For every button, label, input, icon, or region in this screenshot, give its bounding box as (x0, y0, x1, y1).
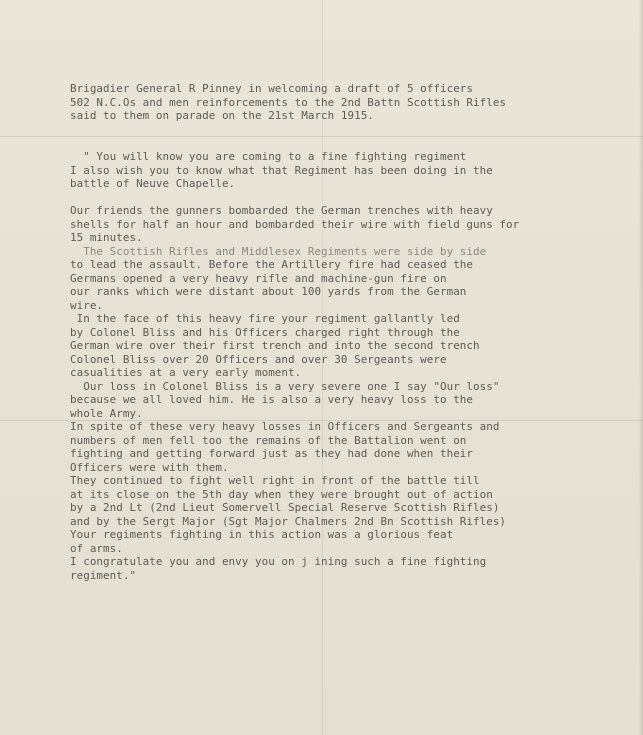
text-line: Colonel Bliss over 20 Officers and over 30 Sergeants were (70, 352, 447, 366)
text-line: casualities at a very early moment. (70, 366, 302, 379)
text-line: because we all loved him. He is also a very heavy loss to the (70, 393, 474, 406)
text-line: said to them on parade on the 21st March 1915. (70, 109, 374, 122)
text-line: Our loss in Colonel Bliss is a very severe one I say "Our loss" (70, 379, 500, 393)
text-line: 15 minutes. (70, 231, 143, 244)
paragraph-charge (70, 312, 615, 380)
text-line: Our friends the gunners bombarded the German trenches with heavy (70, 204, 493, 217)
text-line: by Colonel Bliss and his Officers charged right through the (70, 325, 460, 339)
text-line: Officers were with them. (70, 460, 229, 474)
text-line: " You will know you are coming to a fine fighting regiment (70, 150, 467, 163)
text-line: numbers of men fell too the remains of the Battalion went on (70, 433, 467, 447)
text-line: fighting and getting forward just as they had done when their (70, 447, 474, 460)
paragraph-intro (70, 82, 615, 123)
text-line: whole Army. (70, 406, 143, 420)
text-line: regiment." (70, 568, 137, 582)
page-edge-shadow (639, 0, 643, 735)
text-line: shells for half an hour and bombarded their wire with field guns for (70, 217, 520, 231)
text-line: 502 N.C.Os and men reinforcements to the 2nd Battn Scottish Rifles (70, 95, 507, 109)
text-line: wire. (70, 298, 104, 312)
text-line: I congratulate you and envy you on j ining such a fine fighting (70, 555, 487, 568)
text-line: The Scottish Rifles and Middlesex Regiments were side by side (70, 244, 487, 258)
text-line: battle of Neuve Chapelle. (70, 177, 236, 190)
paragraph-opening-quote (70, 150, 615, 191)
text-line: at its close on the 5th day when they were brought out of action (70, 487, 493, 501)
text-line: by a 2nd Lt (2nd Lieut Somervell Special Reserve Scottish Rifles) (70, 501, 500, 514)
text-line: In the face of this heavy fire your regiment gallantly led (70, 312, 460, 325)
text-line: In spite of these very heavy losses in Officers and Sergeants and (70, 420, 500, 433)
text-line: German wire over their first trench and into the second trench (70, 339, 480, 352)
paragraph-gunners (70, 204, 615, 245)
typed-text (70, 82, 615, 582)
text-line: Germans opened a very heavy rifle and machine-gun fire on (70, 271, 447, 285)
text-line: Your regiments fighting in this action was a glorious feat (70, 528, 454, 541)
paragraph-closing (70, 380, 615, 583)
text-line: I also wish you to know what that Regiment has been doing in the (70, 163, 493, 177)
text-line: Brigadier General R Pinney in welcoming a draft of 5 officers (70, 82, 474, 95)
text-line: of arms. (70, 541, 123, 555)
text-line: They continued to fight well right in front of the battle till (70, 474, 480, 487)
text-line: and by the Sergt Major (Sgt Major Chalmers 2nd Bn Scottish Rifles) (70, 514, 507, 528)
text-line: our ranks which were distant about 100 yards from the German (70, 285, 467, 298)
text-line: to lead the assault. Before the Artillery fire had ceased the (70, 258, 474, 271)
paragraph-assault (70, 245, 615, 313)
